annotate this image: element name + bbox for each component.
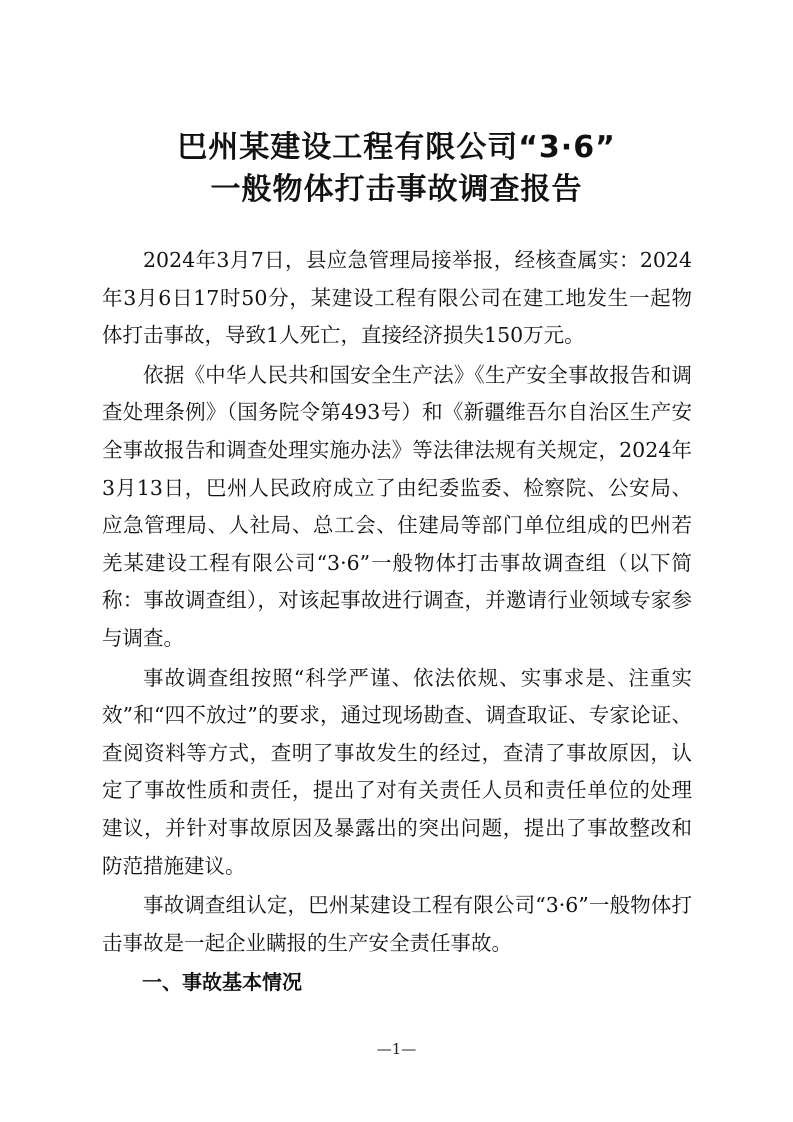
document-title-line1: 巴州某建设工程有限公司“3·6” — [177, 130, 616, 165]
paragraph-legal-basis: 依据《中华人民共和国安全生产法》《生产安全事故报告和调查处理条例》（国务院令第493号）和《新疆维吾尔自治区生产安全事故报告和调查处理实施办法》等法律法规有关规定，2024年3月13日，巴州人民政府成立了由纪委监委、检察院、公安局、应急管理局、人社局、总工会、住建局等部门单位组成的巴州若羌某建设工程有限公司“3·6”一般物体打击事故调查组（以下简称：事故调查组），对该起事故进行调查，并邀请行业领域专家参与调查。 — [102, 362, 692, 650]
page-number: —1— — [376, 1040, 417, 1058]
paragraph-investigation-method: 事故调查组按照“科学严谨、依法依规、实事求是、注重实效”和“四不放过”的要求，通过现场勘查、调查取证、专家论证、查阅资料等方式，查明了事故发生的经过，查清了事故原因，认定了事故性质和责任，提出了对有关责任人员和责任单位的处理建议，并针对事故原因及暴露出的突出问题，提出了事故整改和防范措施建议。 — [102, 665, 692, 878]
document-body — [102, 242, 692, 1002]
document-title-line2: 一般物体打击事故调查报告 — [210, 172, 583, 207]
section-heading: 一、事故基本情况 — [142, 970, 302, 995]
paragraph-summary: 2024年3月7日，县应急管理局接举报，经核查属实：2024年3月6日17时50分，某建设工程有限公司在建工地发生一起物体打击事故，导致1人死亡，直接经济损失150万元。 — [102, 248, 692, 348]
paragraph-conclusion: 事故调查组认定，巴州某建设工程有限公司“3·6”一般物体打击事故是一起企业瞒报的生产安全责任事故。 — [102, 893, 692, 955]
